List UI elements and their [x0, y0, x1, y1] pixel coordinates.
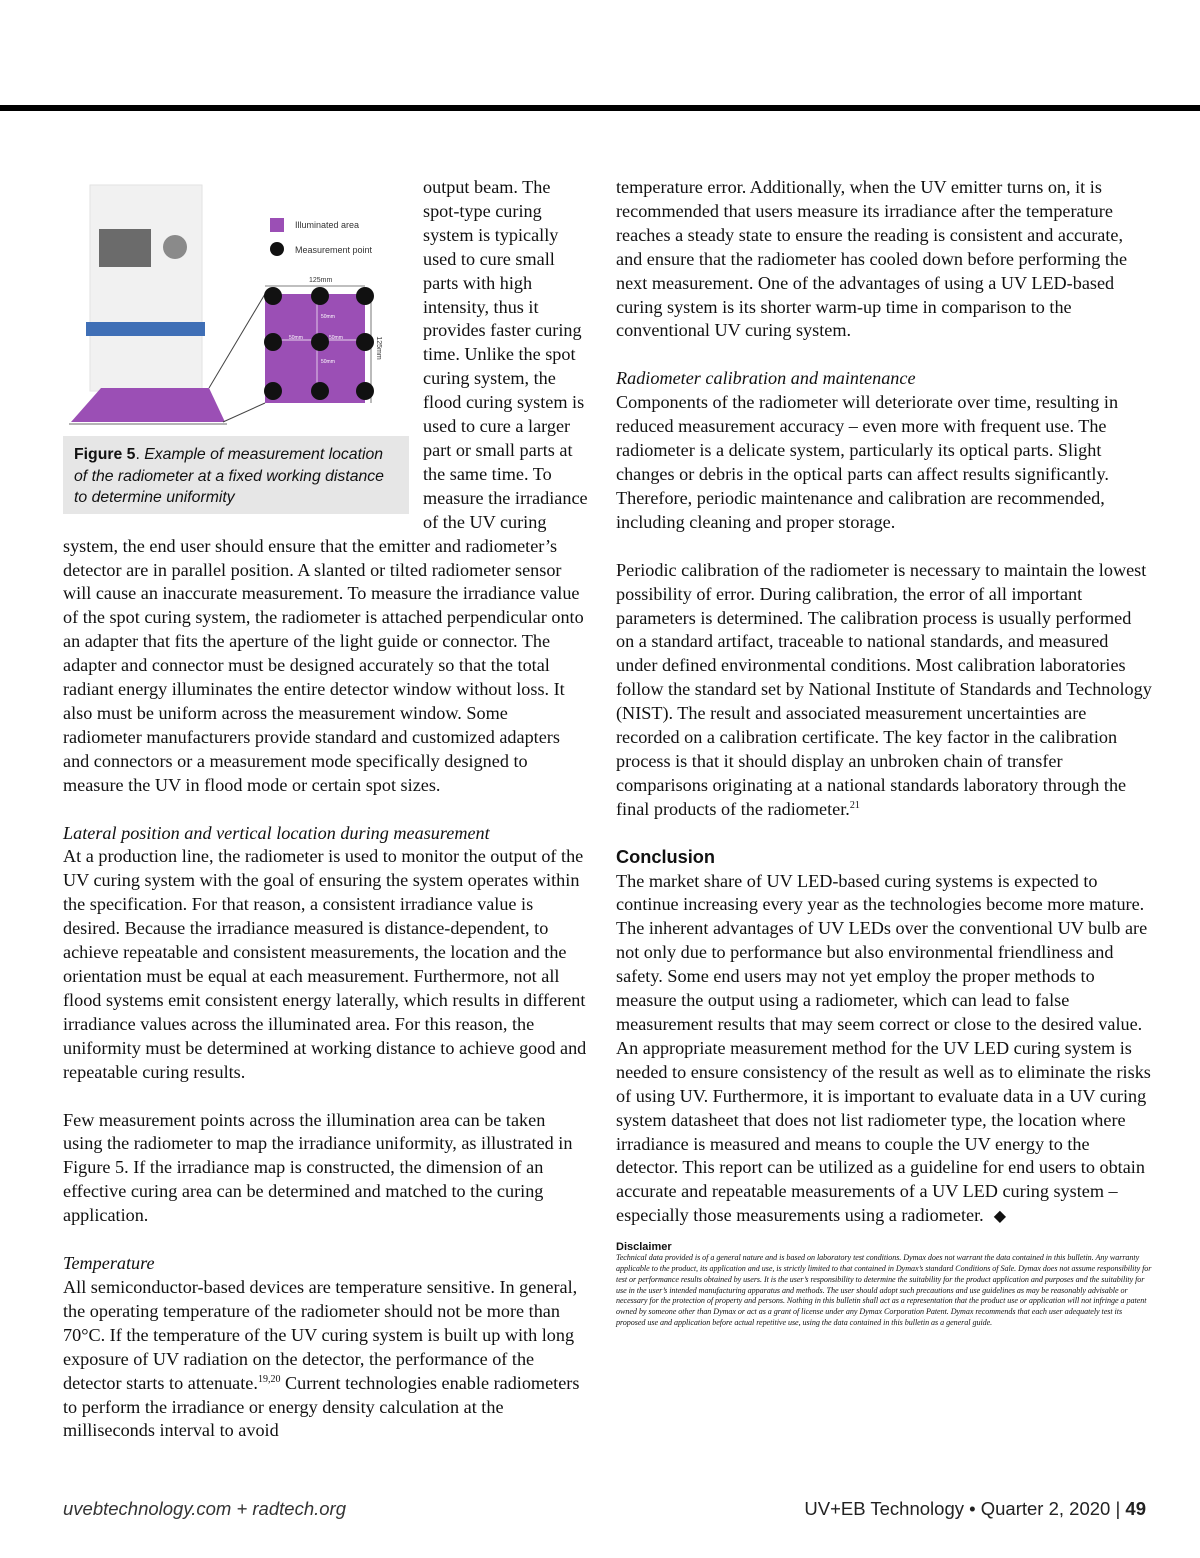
periodic-text: Periodic calibration of the radiometer is necessary to maintain the lowest possibility of error. During calibration, the error of all important parameters is determined. The calibration process is usually performed on a standard artifact, traceable to national standards, and measured under defined environmental conditions. Most calibration laboratories follow the standard set by National Institute of Standards and Technology (NIST). The result and associated measurement uncertainties are recorded on a calibration certificate. The key factor in the calibration process is that it should display an unbroken chain of transfer comparisons originating at a national standards laboratory through the final products of the radiometer.	[616, 559, 1152, 819]
footer-websites: uvebtechnology.com + radtech.org	[63, 1498, 346, 1519]
subheading-calibration: Radiometer calibration and maintenance	[616, 368, 916, 389]
top-rule	[0, 105, 1200, 111]
footer-publication-title: UV+EB Technology • Quarter 2, 2020	[804, 1498, 1111, 1519]
dimension-inner-4: 50mm	[321, 359, 335, 365]
disclaimer-text: Technical data provided is of a general nature and is based on laboratory test conditions. Dymax does not warrant the data contained in this bulletin. Any warranty applicable to the product, its application and use, is strictly limited to that contained in Dymax’s standard Conditions of Sale. Dymax does not assume responsibility for test or performance results obtained by users. It is the user’s responsibility to determine the suitability for the product application and purposes and the suitability for use in the user’s intended manufacturing apparatus and methods. The user should adopt such precautions and use guidelines as may be reasonably advisable or necessary for the protection of property and persons. Nothing in this bulletin shall act as a representation that the product use or application will not infringe a patent owned by someone other than Dymax or act as a grant of license under any Dymax Corporation Patent. Dymax recommends that each user adequately test its proposed use and application before actual repetitive use, using the data contained in this bulletin as a general guide.	[616, 1253, 1152, 1327]
legend-measurement-label: Measurement point	[295, 245, 373, 255]
temperature-text-cont: Current technologies enable radiometers to perform the irradiance or energy density calculation at the milliseconds interval to avoid	[63, 1372, 580, 1441]
uv-emitter-device	[90, 185, 202, 391]
reference-19-20: 19,20	[257, 1373, 281, 1385]
callout-line-upper	[209, 294, 265, 388]
figure-caption-text: Example of measurement location of the radiometer at a fixed working distance to determine uniformity	[74, 446, 384, 506]
paragraph-periodic	[616, 559, 1152, 822]
legend-illuminated-swatch	[270, 218, 284, 232]
measurement-point	[311, 287, 329, 305]
page-number: 49	[1125, 1498, 1146, 1519]
measurement-point	[264, 382, 282, 400]
legend-measurement-swatch	[270, 242, 284, 256]
paragraph-lateral: At a production line, the radiometer is used to monitor the output of the UV curing system with the goal of ensuring the system operates within the specification. For that reason, a consistent irradiance value is desired. Because the irradiance measured is distance-dependent, to achieve repeatable and consistent measurements, the location and the orientation must be equal at each measurement. Furthermore, not all flood systems emit consistent energy laterally, which results in different irradiance values across the illuminated area. For this reason, the uniformity must be determined at working distance to achieve good and repeatable curing results.	[63, 846, 587, 1082]
measurement-point	[356, 287, 374, 305]
paragraph-calibration: Components of the radiometer will deteriorate over time, resulting in reduced measurement accuracy – even more with frequent use. The radiometer is a delicate system, particularly its optical parts. Slight changes or debris in the optical parts can affect results significantly. Therefore, periodic maintenance and calibration are recommended, including cleaning and proper storage.	[616, 392, 1119, 532]
figure-5	[63, 176, 409, 522]
disclaimer-title: Disclaimer	[616, 1241, 672, 1254]
dimension-inner-3: 50mm	[329, 335, 343, 341]
footer-separator: |	[1115, 1498, 1121, 1519]
dimension-top-label: 125mm	[309, 277, 333, 284]
figure-caption-sep: .	[135, 446, 140, 463]
device-display	[99, 229, 151, 267]
paragraph-intro: output beam. The spot-type curing system is typically used to cure small parts with high intensity, thus it provides faster curing time. Unlike the spot curing system, the flood curing system is used to cure a larger part or small parts at the same time. To measure the irradiance of the UV curing system, the end user should ensure that the emitter and radiometer’s detector are in parallel position. A slanted or tilted radiometer sensor will cause an inaccurate measurement. To measure the irradiance value of the spot curing system, the radiometer is attached perpendicular onto an adapter that fits the aperture of the light guide or connector. The adapter and connector must be designed accurately so that the total radiant energy illuminates the entire detector window without loss. It also must be uniform across the measurement window. Some radiometer manufacturers provide standard and customized adapters and connectors or a measurement mode specifically designed to measure the UV in flood mode or certain spot sizes.	[63, 177, 588, 795]
measurement-point	[356, 382, 374, 400]
reference-21: 21	[849, 799, 860, 811]
device-knob	[163, 235, 187, 259]
paragraph-conclusion	[616, 870, 1152, 1230]
subheading-lateral: Lateral position and vertical location during measurement	[63, 822, 490, 843]
measurement-point	[264, 333, 282, 351]
legend-illuminated-label: Illuminated area	[295, 220, 360, 230]
measurement-point	[356, 333, 374, 351]
paragraph-temperature	[63, 1276, 589, 1443]
right-column	[616, 176, 1152, 1329]
figure-caption-label: Figure 5	[74, 446, 136, 463]
subheading-temperature: Temperature	[63, 1253, 155, 1274]
measurement-point	[311, 333, 329, 351]
callout-line-lower	[223, 403, 265, 422]
paragraph-temperature-cont: temperature error. Additionally, when the UV emitter turns on, it is recommended that users measure its irradiance after the temperature reaches a steady state to ensure the reading is consistent and accurate, and ensure that the radiometer has cooled down before performing the next measurement. One of the advantages of using a UV LED-based curing system is its shorter warm-up time in comparison to the conventional UV curing system.	[616, 177, 1128, 341]
device-band	[86, 322, 205, 336]
footer-publication	[804, 1498, 1146, 1520]
temperature-text: All semiconductor-based devices are temperature sensitive. In general, the operating temperature of the radiometer should not be more than 70°C. If the temperature of the UV curing system is built up with long exposure of UV radiation on the detector, the performance of the detector starts to attenuate.	[63, 1276, 578, 1393]
conclusion-text: The market share of UV LED-based curing systems is expected to continue increasing every year as the technologies become more mature. The inherent advantages of UV LEDs over the conventional UV bulb are not only due to performance but also environmental friendliness and safety. Some end users may not yet employ the proper methods to measure the output using a radiometer, which can lead to false measurement results that may seem correct or close to the desired value. An appropriate measurement method for the UV LED curing system is needed to ensure consistency of the result as well as to eliminate the risks of using UV. Furthermore, it is important to evaluate data in a UV curing system datasheet that does not list radiometer type, the location where irradiance is measured and means to couple the UV energy to the detector. This report can be utilized as a guideline for end users to obtain accurate and repeatable measurements of a UV LED curing system – especially those measurements using a radiometer.	[616, 870, 1151, 1226]
measurement-point	[264, 287, 282, 305]
figure-caption	[63, 436, 409, 514]
figure-5-illustration	[63, 176, 409, 436]
left-column	[63, 176, 589, 1443]
illuminated-area-side	[71, 388, 225, 422]
heading-conclusion: Conclusion	[616, 846, 716, 867]
dimension-side-label: 125mm	[375, 336, 382, 360]
paragraph-few-points: Few measurement points across the illumination area can be taken using the radiometer to map the irradiance uniformity, as illustrated in Figure 5. If the irradiance map is constructed, the dimension of an effective curing area can be determined and matched to the curing application.	[63, 1109, 573, 1226]
dimension-inner-1: 50mm	[321, 314, 335, 320]
measurement-point	[311, 382, 329, 400]
end-mark-icon: ◆	[993, 1208, 1006, 1226]
disclaimer	[616, 1241, 1152, 1329]
dimension-inner-2: 50mm	[289, 335, 303, 341]
